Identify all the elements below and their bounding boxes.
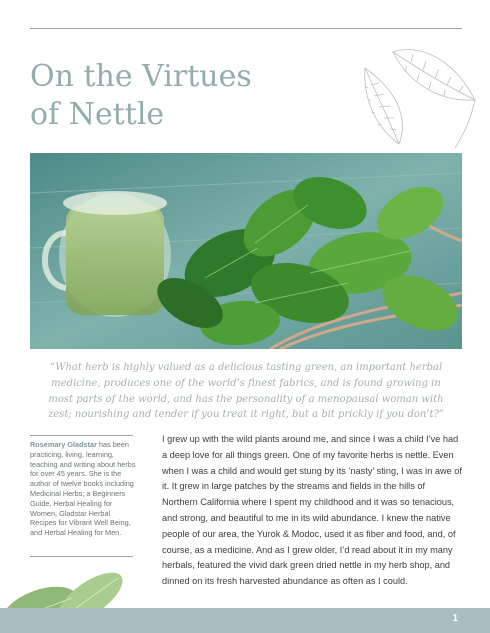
author-name: Rosemary Gladstar [30, 440, 97, 449]
title-line-1: On the Virtues [30, 59, 252, 94]
nettle-tea-photo [30, 153, 462, 349]
article-body: I grew up with the wild plants around me, and since I was a child I’ve had a deep love for all things green. One of my favorite herbs is nettle. Even when I was a child and would get stung by its ‘nasty’ sting, I was in awe of it. It grew in large patches by the streams and fields in the hills of Northern California where I spent my childhood and it was so tenacious, and strong, and beautiful to me in its wild abundance. I knew the native people of our area, the Yurok & Modoc, used it as fiber and food, and, of course, as a medicine. And as I grew older, I’d read about it in my many herbals, featured the vivid dark green dried nettle in my herb shop, and dinned on its fresh harvested abundance as often as I could. [162, 434, 462, 587]
sidebar-divider-bottom [30, 556, 133, 557]
author-bio-text: has been practicing, living, learning, teaching and writing about herbs for over 45 years. She is the author of twelve books including Medicinal Herbs; a Beginners Guide, Herbal Healing for Women, Gladstar Herbal Recipes for Vibrant Well Being, and Herbal Healing for Men. [30, 440, 136, 538]
title-line-2: of Nettle [30, 97, 165, 132]
top-divider [30, 28, 462, 29]
sidebar-divider-top [30, 435, 133, 436]
footer-bar [0, 608, 490, 633]
nettle-leaf-line-art [355, 40, 480, 152]
page-number: 1 [452, 613, 458, 624]
article-title [30, 58, 330, 134]
pull-quote: “What herb is highly valued as a delicious tasting green, an important herbal medicine, produces one of the world’s finest fabrics, and is found growing in most parts of the world, and has the personality of a menopausal woman with zest; nourishing and tender if you treat it right, but a bit prickly if you don’t?” [48, 362, 444, 421]
author-bio [30, 440, 136, 538]
